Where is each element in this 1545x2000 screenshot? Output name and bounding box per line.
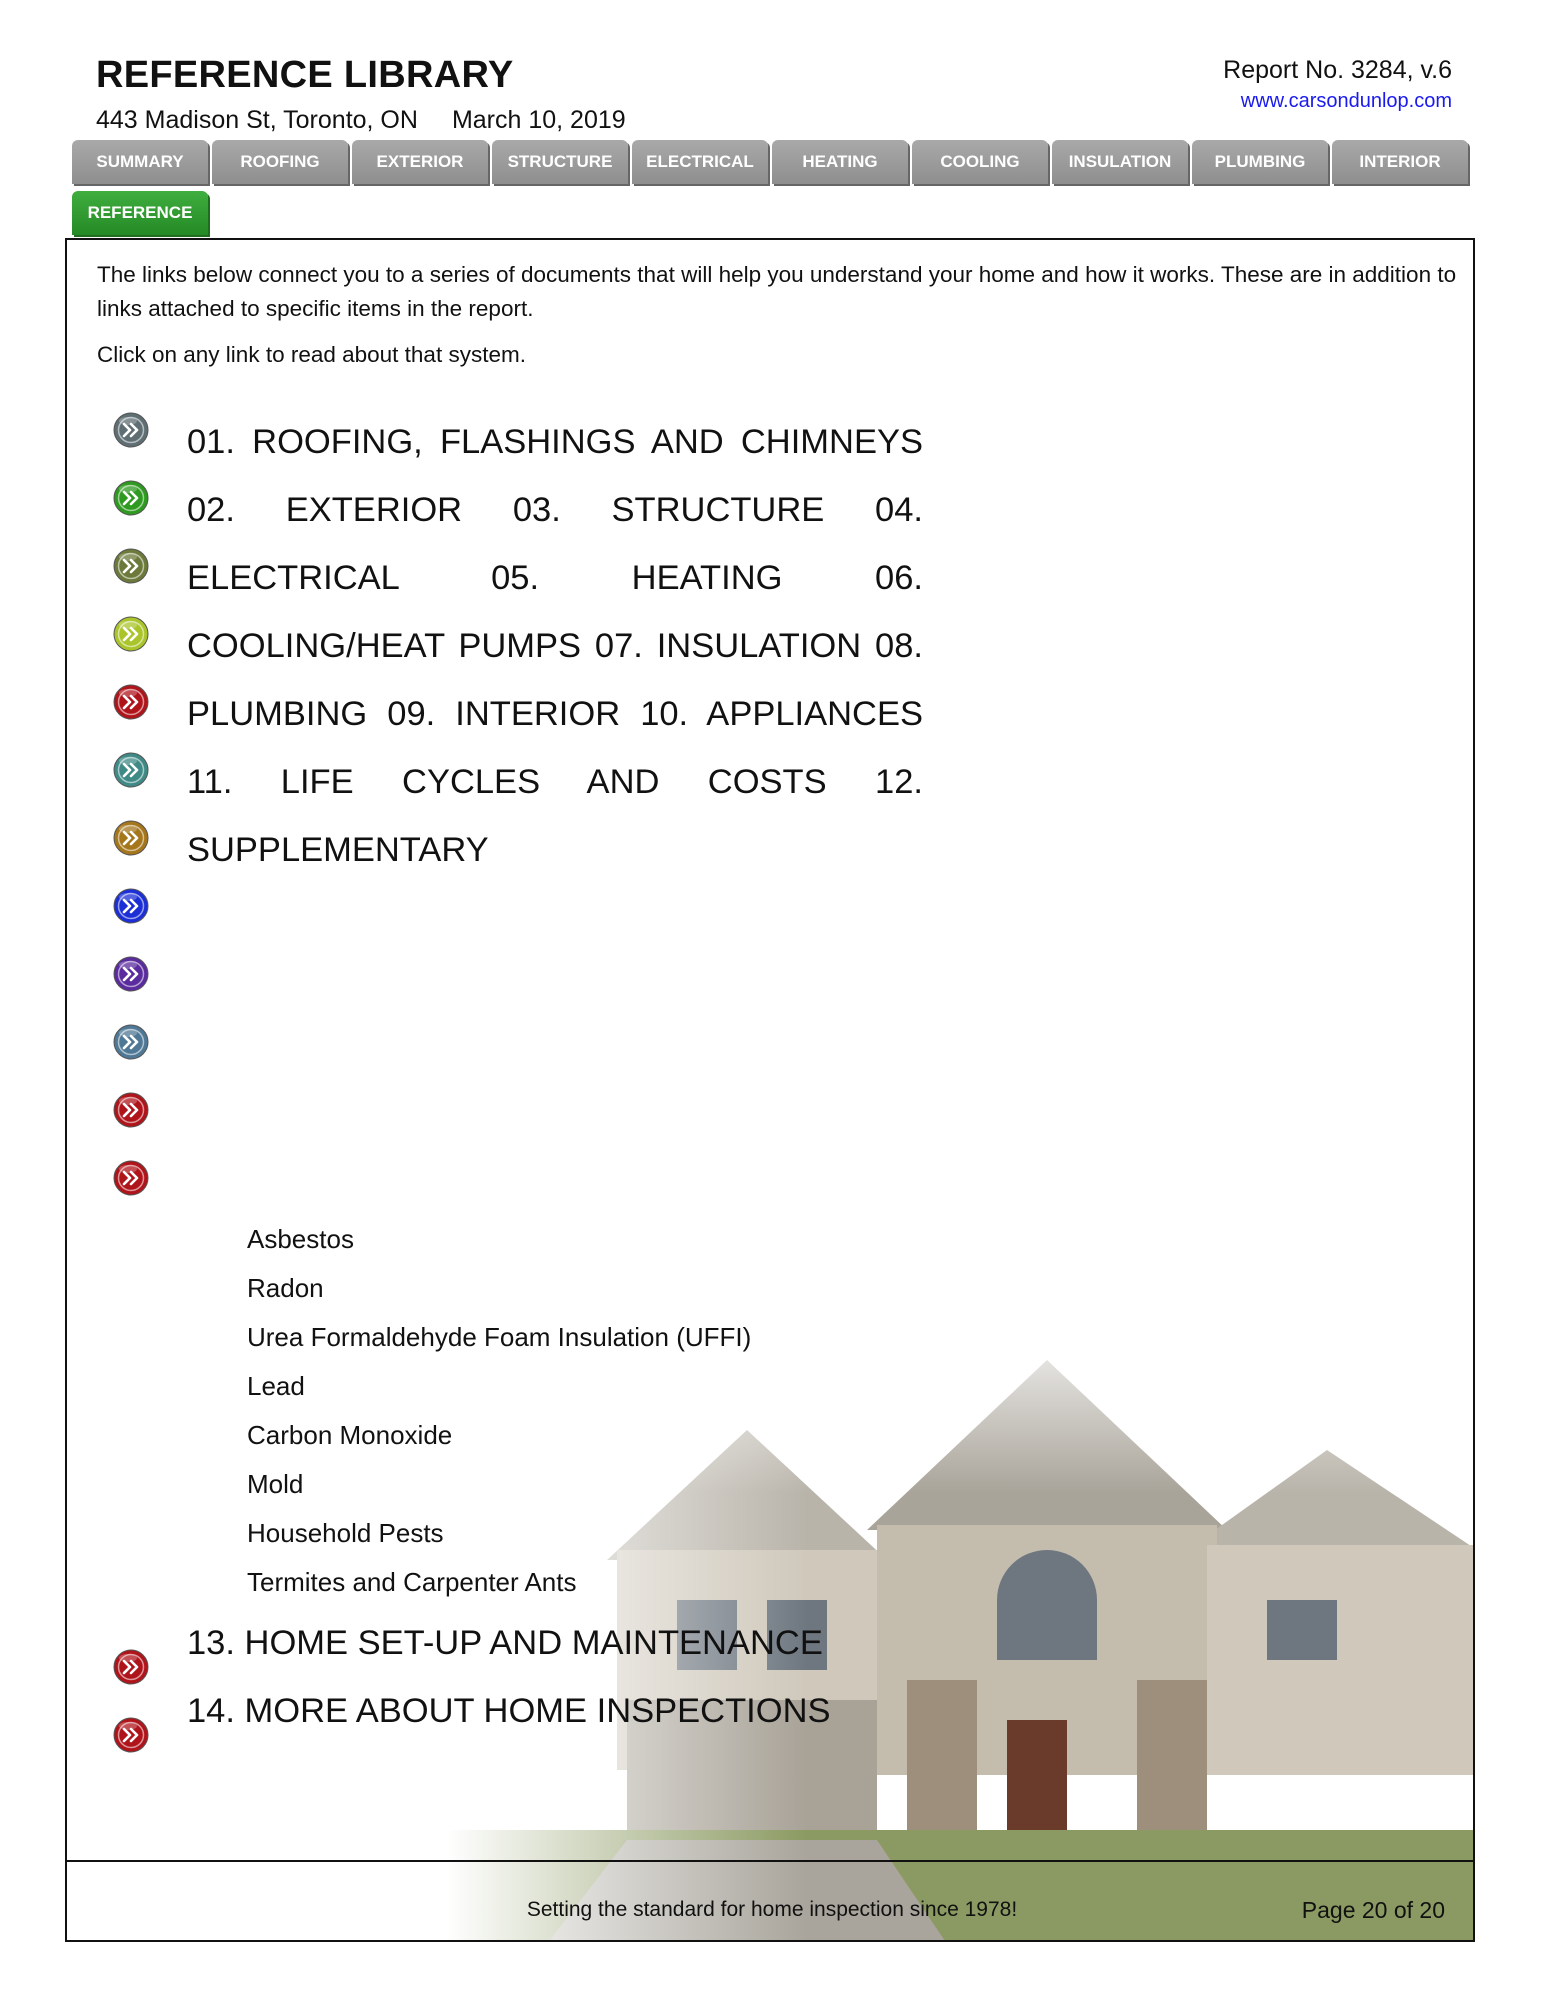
chevron-bullet-icon[interactable] <box>113 1717 149 1753</box>
footer-tagline: Setting the standard for home inspection since 1978! <box>526 1898 1018 1921</box>
intro-instruction: Click on any link to read about that system. <box>97 342 526 367</box>
chevron-bullet-icon[interactable] <box>113 684 149 720</box>
page-number: Page 20 of 20 <box>1301 1897 1445 1923</box>
chevron-bullet-icon[interactable] <box>113 888 149 924</box>
link-radon[interactable]: Radon <box>247 1273 324 1303</box>
link-insulation[interactable]: 07. INSULATION <box>594 627 862 665</box>
link-cooling[interactable]: 06. COOLING/HEAT PUMPS <box>187 559 923 665</box>
link-asbestos[interactable]: Asbestos <box>247 1224 354 1254</box>
chevron-bullet-icon[interactable] <box>113 820 149 856</box>
supplementary-list <box>247 1215 751 1607</box>
chevron-bullet-icon[interactable] <box>113 752 149 788</box>
tab-plumbing[interactable]: PLUMBING <box>1192 140 1328 184</box>
chevron-bullet-icon[interactable] <box>113 1160 149 1196</box>
section-tabs <box>72 140 1472 222</box>
property-address <box>96 106 626 135</box>
chevron-bullet-icon[interactable] <box>113 1024 149 1060</box>
tab-summary[interactable]: SUMMARY <box>72 140 208 184</box>
link-electrical[interactable]: 04. ELECTRICAL <box>187 491 923 597</box>
link-roofing[interactable]: 01. ROOFING, FLASHINGS AND CHIMNEYS <box>187 423 923 461</box>
link-household-pests[interactable]: Household Pests <box>247 1518 444 1548</box>
address-text: 443 Madison St, Toronto, ON <box>96 106 418 134</box>
link-structure[interactable]: 03. STRUCTURE <box>512 491 825 529</box>
link-uffi[interactable]: Urea Formaldehyde Foam Insulation (UFFI) <box>247 1322 752 1352</box>
tab-interior[interactable]: INTERIOR <box>1332 140 1468 184</box>
link-life-cycles[interactable]: 11. LIFE CYCLES AND COSTS <box>187 763 827 801</box>
intro-paragraph: The links below connect you to a series of documents that will help you understand your home and how it works. These are in addition to links attached to specific items in the report. <box>97 262 1457 321</box>
link-heating[interactable]: 05. HEATING <box>491 559 783 597</box>
link-carbon-monoxide[interactable]: Carbon Monoxide <box>247 1420 453 1450</box>
footer-divider <box>67 1860 1473 1862</box>
link-termites[interactable]: Termites and Carpenter Ants <box>247 1567 577 1597</box>
report-number: Report No. 3284, v.6 <box>1223 56 1452 84</box>
page-title: REFERENCE LIBRARY <box>96 54 514 96</box>
tab-roofing[interactable]: ROOFING <box>212 140 348 184</box>
tab-reference[interactable]: REFERENCE <box>72 191 208 235</box>
content-panel <box>65 238 1475 1942</box>
link-supplementary[interactable]: 12. SUPPLEMENTARY <box>187 763 923 869</box>
link-interior[interactable]: 09. INTERIOR <box>387 695 621 733</box>
link-mold[interactable]: Mold <box>247 1469 304 1499</box>
intro-text <box>97 258 1457 384</box>
tab-structure[interactable]: STRUCTURE <box>492 140 628 184</box>
link-home-setup[interactable]: 13. HOME SET-UP AND MAINTENANCE <box>187 1624 823 1662</box>
website-link[interactable]: www.carsondunlop.com <box>1240 90 1452 112</box>
tab-insulation[interactable]: INSULATION <box>1052 140 1188 184</box>
tab-heating[interactable]: HEATING <box>772 140 908 184</box>
link-more-about-inspections[interactable]: 14. MORE ABOUT HOME INSPECTIONS <box>187 1692 831 1730</box>
reference-links <box>187 408 923 884</box>
link-lead[interactable]: Lead <box>247 1371 305 1401</box>
tab-cooling[interactable]: COOLING <box>912 140 1048 184</box>
chevron-bullet-icon[interactable] <box>113 616 149 652</box>
chevron-bullet-icon[interactable] <box>113 956 149 992</box>
chevron-bullet-icon[interactable] <box>113 1649 149 1685</box>
chevron-bullet-icon[interactable] <box>113 412 149 448</box>
link-appliances[interactable]: 10. APPLIANCES <box>640 695 923 733</box>
chevron-bullet-icon[interactable] <box>113 548 149 584</box>
tab-exterior[interactable]: EXTERIOR <box>352 140 488 184</box>
chevron-bullet-icon[interactable] <box>113 1092 149 1128</box>
tab-electrical[interactable]: ELECTRICAL <box>632 140 768 184</box>
inspection-date: March 10, 2019 <box>451 106 626 134</box>
link-exterior[interactable]: 02. EXTERIOR <box>187 491 463 529</box>
link-plumbing[interactable]: 08. PLUMBING <box>187 627 923 733</box>
chevron-bullet-icon[interactable] <box>113 480 149 516</box>
